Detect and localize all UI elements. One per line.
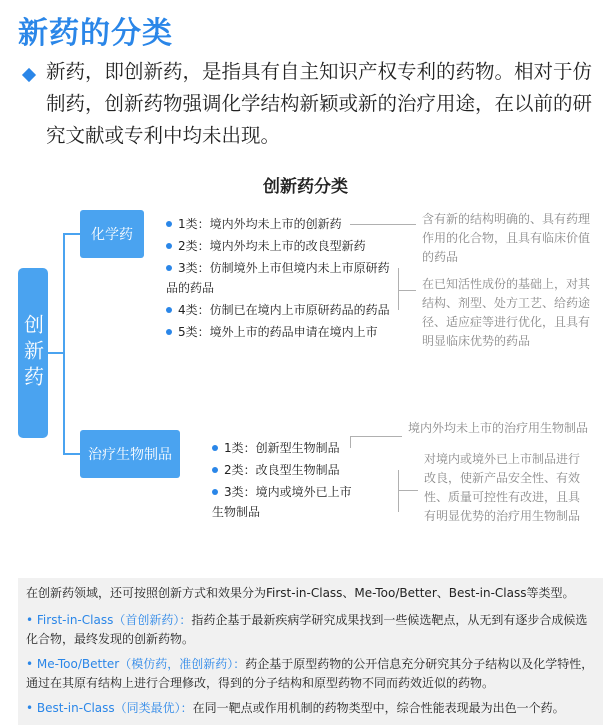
biological-note-2: 对境内或境外已上市制品进行改良，使新产品安全性、有效性、质量可控性有改进，且具有明显优势的治疗用生物制品: [424, 452, 581, 523]
list-item: 3类：境内或境外已上市生物制品: [212, 485, 352, 519]
list-item: 2类：境内外均未上市的改良型新药: [166, 236, 366, 256]
list-item: 3类：仿制境外上市但境内未上市原研药品的药品: [166, 261, 390, 295]
chemical-node: 化学药: [80, 210, 144, 258]
connector-root: [48, 352, 64, 354]
annotation-line: [398, 290, 416, 291]
connector-biological: [63, 453, 80, 455]
annotation-line: [398, 490, 418, 491]
biological-note-1: 境内外均未上市的治疗用生物制品: [408, 421, 589, 435]
annotation-line: [350, 224, 416, 225]
annotation-bracket: [350, 436, 351, 448]
list-item: 2类：改良型生物制品: [212, 460, 340, 480]
annotation-line: [350, 436, 402, 437]
intro-paragraph: 新药，即创新药，是指具有自主知识产权专利的药物。相对于仿制药，创新药物强调化学结构新颖或新的治疗用途，在以前的研究文献或专利中均未出现。: [46, 60, 593, 147]
root-node: 创新药: [18, 268, 48, 438]
page-title: 新药的分类: [18, 16, 173, 51]
bullet-icon: [212, 467, 218, 473]
footer-item-first-in-class: • First-in-Class（首创新药）：指药企基于最新疾病学研究成果找到一些候选靶点，从无到有逐步合成候选化合物，最终发现的创新药物。: [26, 613, 588, 646]
connector-trunk: [63, 233, 65, 455]
annotation-bracket: [398, 268, 399, 310]
footer-intro: 在创新药领域，还可按照创新方式和效果分为First-in-Class、Me-Too/Better、Best-in-Class等类型。: [26, 586, 575, 600]
bullet-icon: [166, 221, 172, 227]
list-item: 4类：仿制已在境内上市原研药品的药品: [166, 300, 390, 320]
bullet-icon: [166, 307, 172, 313]
bullet-icon: [212, 445, 218, 451]
annotation-bracket: [398, 470, 399, 512]
connector-chemical: [63, 233, 80, 235]
footer-item-best-in-class: • Best-in-Class（同类最优）：在同一靶点或作用机制的药物类型中，综合性能表现最为出色一个药。: [26, 701, 565, 715]
chemical-note-1: 含有新的结构明确的、具有药理作用的化合物，且具有临床价值的药品: [422, 212, 591, 264]
bullet-icon: [166, 243, 172, 249]
bullet-icon: [212, 489, 218, 495]
list-item: 5类：境外上市的药品申请在境内上市: [166, 322, 378, 342]
diamond-bullet-icon: [22, 68, 36, 82]
bullet-icon: [166, 265, 172, 271]
footer-item-me-too: • Me-Too/Better（模仿药，准创新药）：药企基于原型药物的公开信息充分研究其分子结构以及化学特性，通过在其原有结构上进行合理修改，得到的分子结构和原型药物不同而药效近似的药物。: [26, 657, 594, 690]
list-item: 1类：境内外均未上市的创新药: [166, 214, 342, 234]
biological-node: 治疗生物制品: [80, 430, 180, 478]
chemical-note-2: 在已知活性成份的基础上，对其结构、剂型、处方工艺、给药途径、适应症等进行优化，且具有明显临床优势的药品: [422, 277, 591, 348]
bullet-icon: [166, 329, 172, 335]
list-item: 1类：创新型生物制品: [212, 438, 340, 458]
diagram-title: 创新药分类: [263, 177, 348, 197]
